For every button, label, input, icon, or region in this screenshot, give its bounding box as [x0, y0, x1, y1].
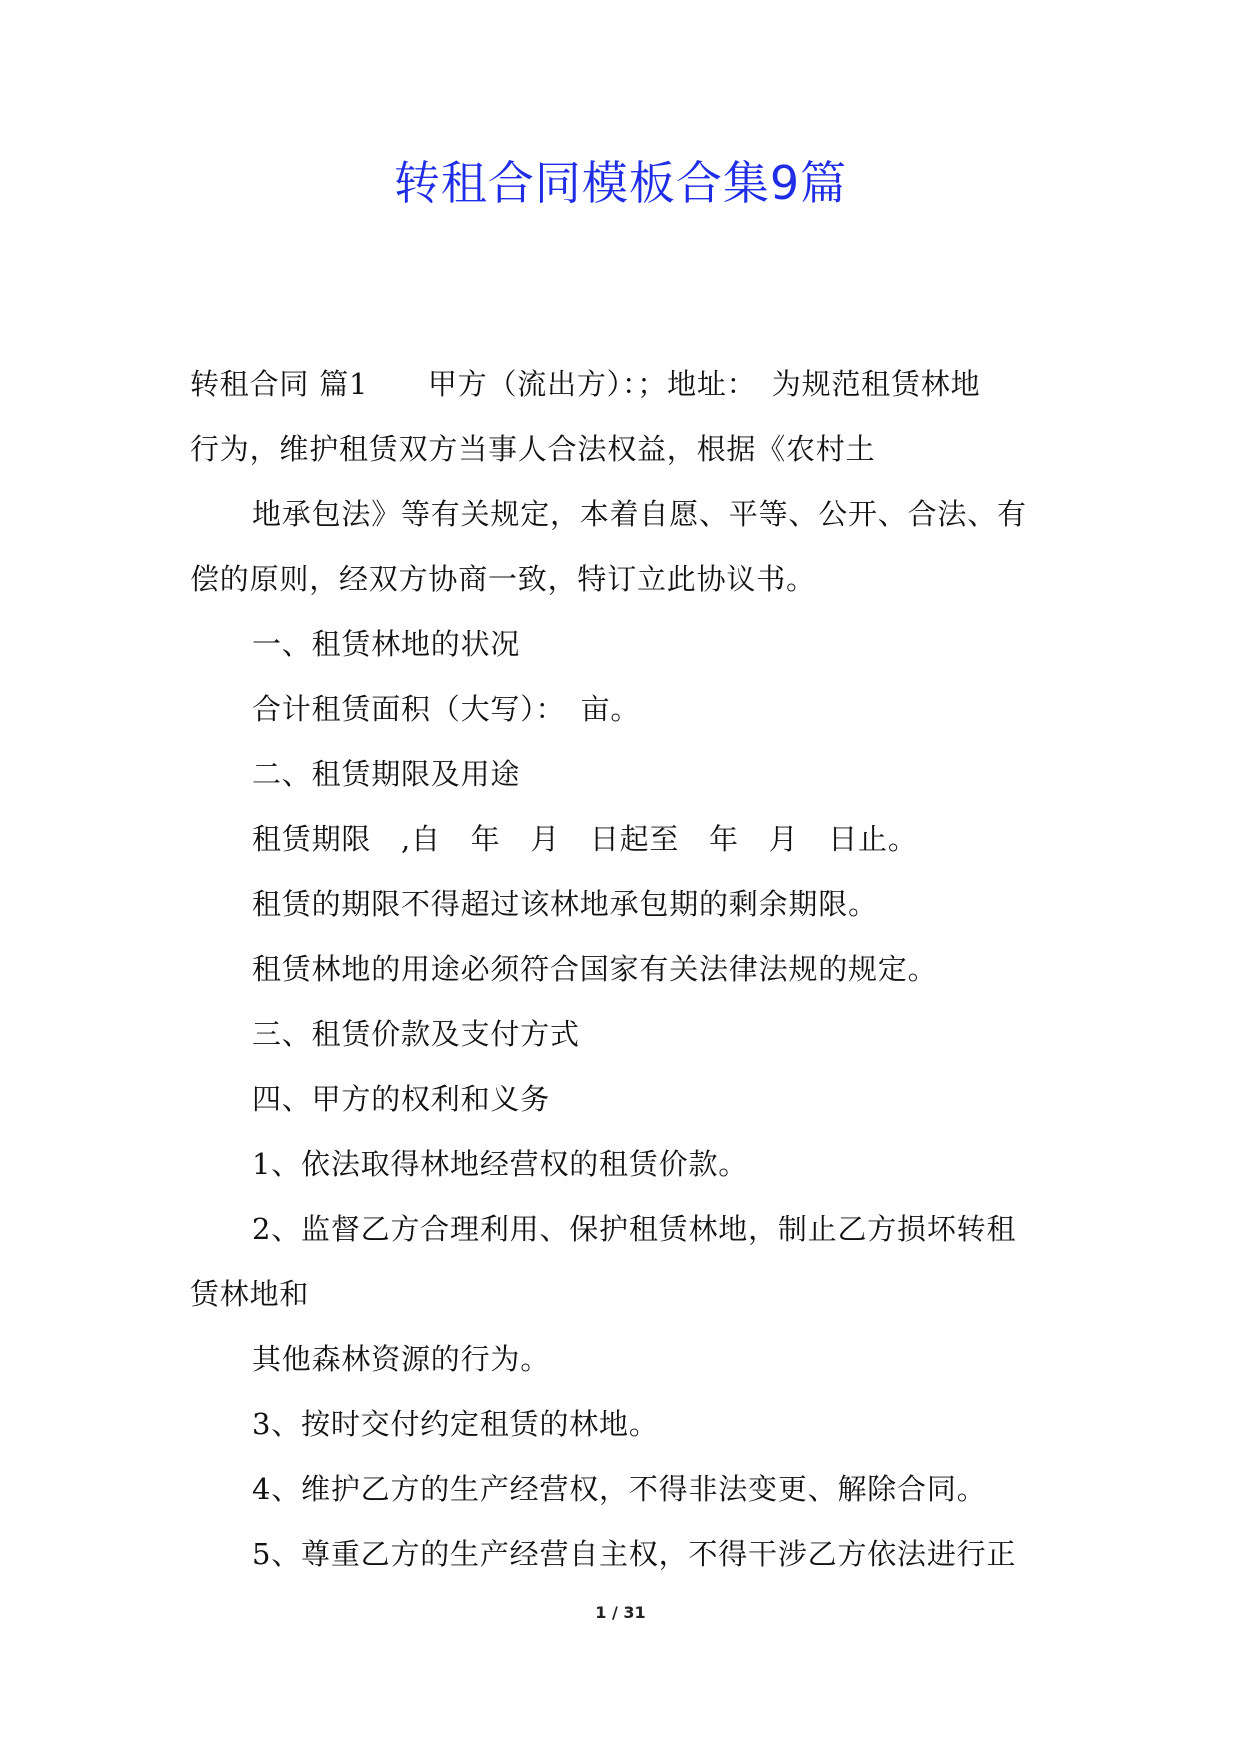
document-body: [190, 352, 1054, 1587]
paragraph-line: 租赁林地的用途必须符合国家有关法律法规的规定。: [252, 952, 938, 986]
list-item: 2、监督乙方合理利用、保护租赁林地，制止乙方损坏转租: [252, 1212, 1017, 1246]
paragraph-line: 赁林地和: [190, 1277, 310, 1311]
list-item: 1、依法取得林地经营权的租赁价款。: [252, 1147, 749, 1181]
list-item: 4、维护乙方的生产经营权，不得非法变更、解除合同。: [252, 1472, 987, 1506]
section-heading: 三、租赁价款及支付方式: [252, 1017, 580, 1051]
paragraph-line: 地承包法》等有关规定，本着自愿、平等、公开、合法、有: [252, 497, 1027, 531]
list-item: 3、按时交付约定租赁的林地。: [252, 1407, 659, 1441]
paragraph-line: 租赁的期限不得超过该林地承包期的剩余期限。: [252, 887, 878, 921]
paragraph-line: 行为，维护租赁双方当事人合法权益，根据《农村土: [190, 432, 876, 466]
section-heading: 二、租赁期限及用途: [252, 757, 521, 791]
document-title: 转租合同模板合集9篇: [393, 156, 848, 210]
paragraph-line: 转租合同 篇1 甲方（流出方）：；地址： 为规范租赁林地: [190, 367, 981, 401]
list-item: 5、尊重乙方的生产经营自主权，不得干涉乙方依法进行正: [252, 1537, 1017, 1571]
section-heading: 四、甲方的权利和义务: [252, 1082, 551, 1116]
page-number: 1 / 31: [595, 1603, 646, 1622]
section-heading: 一、租赁林地的状况: [252, 627, 521, 661]
paragraph-line: 偿的原则，经双方协商一致，特订立此协议书。: [190, 562, 816, 596]
paragraph-line: 其他森林资源的行为。: [252, 1342, 551, 1376]
paragraph-line: 合计租赁面积（大写）： 亩。: [252, 692, 641, 726]
paragraph-line: 租赁期限 ,自 年 月 日起至 年 月 日止。: [252, 822, 918, 856]
